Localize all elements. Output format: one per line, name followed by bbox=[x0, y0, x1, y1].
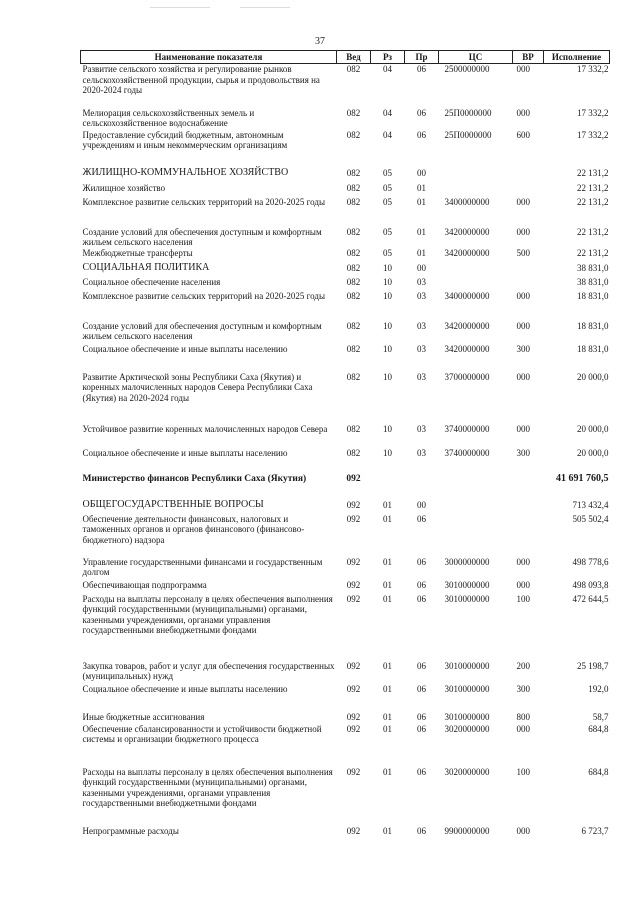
cell-cs: 3420000000 bbox=[444, 320, 490, 331]
cell-cs: 3010000000 bbox=[444, 593, 490, 604]
table-row bbox=[81, 826, 610, 840]
cell-cs: 3010000000 bbox=[444, 711, 490, 722]
cell-cs: 3740000000 bbox=[444, 447, 490, 458]
header-name: Наименование показателя bbox=[81, 51, 337, 64]
cell-rz: 01 bbox=[383, 723, 392, 734]
cell-ved: 092 bbox=[346, 766, 361, 777]
table-row bbox=[81, 223, 610, 248]
cell-pr: 01 bbox=[417, 182, 426, 193]
cell-rz: 10 bbox=[383, 423, 392, 434]
table-row bbox=[81, 514, 610, 554]
cell-name: Обеспечивающая подпрограмма bbox=[82, 579, 207, 590]
budget-table bbox=[80, 50, 610, 840]
cell-pr: 01 bbox=[417, 247, 426, 258]
cell-name: Социальное обеспечение и иные выплаты населению bbox=[82, 683, 288, 694]
cell-name: ЖИЛИЩНО-КОММУНАЛЬНОЕ ХОЗЯЙСТВО bbox=[82, 166, 289, 178]
cell-ved: 092 bbox=[346, 579, 361, 590]
cell-vr bbox=[513, 168, 544, 183]
cell-amt: 713 432,4 bbox=[572, 499, 609, 510]
cell-ved: 082 bbox=[346, 107, 361, 118]
cell-cs: 3400000000 bbox=[444, 196, 490, 207]
cell-rz: 10 bbox=[383, 343, 392, 354]
cell-ved: 092 bbox=[346, 660, 361, 671]
cell-rz bbox=[371, 474, 405, 500]
cell-vr bbox=[513, 500, 544, 514]
cell-ved: 082 bbox=[346, 290, 361, 301]
cell-ved: 082 bbox=[346, 343, 361, 354]
cell-vr: 300 bbox=[516, 343, 530, 354]
cell-name: Обеспечение деятельности финансовых, налоговых и таможенных органов и органов финансового (финансово-бюджетного) надзора bbox=[82, 513, 305, 545]
cell-amt: 505 502,4 bbox=[572, 513, 609, 524]
cell-amt: 17 332,2 bbox=[577, 107, 609, 118]
cell-pr: 06 bbox=[417, 107, 426, 118]
cell-name: ОБЩЕГОСУДАРСТВЕННЫЕ ВОПРОСЫ bbox=[82, 498, 264, 510]
cell-pr: 06 bbox=[417, 129, 426, 140]
cell-rz: 01 bbox=[383, 660, 392, 671]
cell-name: Устойчивое развитие коренных малочисленных народов Севера bbox=[82, 423, 328, 434]
cell-name: Предоставление субсидий бюджетным, автономным учреждениям и иным некоммерческим организациям bbox=[82, 129, 288, 150]
cell-amt: 498 093,8 bbox=[572, 579, 609, 590]
table-row bbox=[81, 263, 610, 277]
table-row bbox=[81, 183, 610, 197]
cell-vr: 300 bbox=[516, 683, 530, 694]
header-ved: Вед bbox=[337, 51, 371, 64]
cell-cs bbox=[439, 263, 513, 277]
cell-amt: 41 691 760,5 bbox=[556, 472, 609, 484]
cell-vr: 800 bbox=[516, 711, 530, 722]
table-row bbox=[81, 291, 610, 317]
cell-rz: 01 bbox=[383, 579, 392, 590]
cell-rz: 01 bbox=[383, 593, 392, 604]
cell-cs: 3010000000 bbox=[444, 683, 490, 694]
cell-rz: 05 bbox=[383, 182, 392, 193]
scan-mark bbox=[240, 7, 290, 8]
cell-amt: 17 332,2 bbox=[577, 64, 609, 74]
cell-name: Закупка товаров, работ и услуг для обеспечения государственных (муниципальных) нужд bbox=[82, 660, 335, 681]
cell-cs: 3010000000 bbox=[444, 660, 490, 671]
cell-amt: 25 198,7 bbox=[577, 660, 609, 671]
cell-rz: 10 bbox=[383, 447, 392, 458]
cell-name: Управление государственными финансами и государственным долгом bbox=[82, 556, 323, 577]
table-row bbox=[81, 764, 610, 826]
cell-amt: 684,8 bbox=[588, 766, 609, 777]
cell-vr bbox=[513, 514, 544, 554]
cell-name: Министерство финансов Республики Саха (Якутия) bbox=[82, 473, 307, 484]
cell-name: Межбюджетные трансферты bbox=[82, 247, 193, 258]
table-row bbox=[81, 368, 610, 420]
cell-rz: 04 bbox=[383, 107, 392, 118]
cell-rz: 01 bbox=[383, 683, 392, 694]
cell-cs: 3420000000 bbox=[444, 343, 490, 354]
cell-ved: 082 bbox=[346, 182, 361, 193]
cell-pr: 06 bbox=[417, 683, 426, 694]
table-row bbox=[81, 474, 610, 500]
cell-cs: 25П0000000 bbox=[444, 107, 492, 118]
table-header-row bbox=[81, 51, 610, 64]
cell-cs bbox=[439, 500, 513, 514]
cell-rz: 10 bbox=[383, 320, 392, 331]
cell-rz: 01 bbox=[383, 825, 392, 836]
cell-name: Комплексное развитие сельских территорий на 2020-2025 годы bbox=[82, 290, 326, 301]
table-row bbox=[81, 248, 610, 263]
cell-amt: 498 778,6 bbox=[572, 556, 609, 567]
header-vr: ВР bbox=[513, 51, 544, 64]
cell-cs: 3420000000 bbox=[444, 226, 490, 237]
header-rz: Рз bbox=[371, 51, 405, 64]
table-row bbox=[81, 658, 610, 684]
table-row bbox=[81, 724, 610, 764]
cell-rz: 10 bbox=[383, 276, 392, 287]
cell-pr: 03 bbox=[417, 423, 426, 434]
cell-name: Создание условий для обеспечения доступным и комфортным жильем сельского населения bbox=[82, 226, 322, 247]
cell-vr: 000 bbox=[516, 579, 530, 590]
cell-rz: 01 bbox=[383, 711, 392, 722]
cell-amt: 22 131,2 bbox=[577, 196, 609, 207]
cell-pr: 06 bbox=[417, 723, 426, 734]
cell-pr: 03 bbox=[417, 320, 426, 331]
header-cs: ЦС bbox=[439, 51, 513, 64]
cell-ved: 082 bbox=[346, 129, 361, 140]
cell-cs: 3020000000 bbox=[444, 723, 490, 734]
cell-amt: 17 332,2 bbox=[577, 129, 609, 140]
cell-name: Обеспечение сбалансированности и устойчивости бюджетной системы и организации бюджетного процесса bbox=[82, 723, 322, 744]
cell-ved: 092 bbox=[346, 473, 361, 484]
cell-cs: 3740000000 bbox=[444, 423, 490, 434]
cell-vr bbox=[513, 277, 544, 291]
cell-cs: 3020000000 bbox=[444, 766, 490, 777]
cell-vr: 500 bbox=[516, 247, 530, 258]
cell-amt: 22 131,2 bbox=[577, 226, 609, 237]
cell-rz: 10 bbox=[383, 290, 392, 301]
cell-pr: 01 bbox=[417, 196, 426, 207]
table-row bbox=[81, 317, 610, 342]
cell-vr: 200 bbox=[516, 660, 530, 671]
table-row bbox=[81, 130, 610, 168]
cell-amt: 38 831,0 bbox=[577, 262, 609, 273]
cell-rz: 01 bbox=[383, 513, 392, 524]
cell-amt: 22 131,2 bbox=[577, 182, 609, 193]
cell-cs: 3420000000 bbox=[444, 247, 490, 258]
cell-vr: 000 bbox=[516, 320, 530, 331]
cell-rz: 05 bbox=[383, 196, 392, 207]
cell-vr: 000 bbox=[516, 825, 530, 836]
table-row bbox=[81, 197, 610, 223]
cell-ved: 092 bbox=[346, 556, 361, 567]
cell-amt: 18 831,0 bbox=[577, 290, 609, 301]
page-number: 37 bbox=[315, 36, 325, 47]
cell-cs: 3000000000 bbox=[444, 556, 490, 567]
cell-amt: 22 131,2 bbox=[577, 167, 609, 178]
cell-cs: 9900000000 bbox=[444, 825, 490, 836]
table-row bbox=[81, 168, 610, 183]
cell-ved: 092 bbox=[346, 513, 361, 524]
cell-pr: 03 bbox=[417, 276, 426, 287]
table-row bbox=[81, 104, 610, 130]
cell-amt: 20 000,0 bbox=[577, 423, 609, 434]
cell-name: Жилищное хозяйство bbox=[82, 182, 166, 193]
cell-vr: 000 bbox=[516, 196, 530, 207]
cell-ved: 092 bbox=[346, 683, 361, 694]
cell-ved: 082 bbox=[346, 320, 361, 331]
cell-pr: 06 bbox=[417, 660, 426, 671]
table-row bbox=[81, 594, 610, 658]
cell-name: Непрограммные расходы bbox=[82, 825, 179, 836]
cell-name: Социальное обеспечение и иные выплаты населению bbox=[82, 343, 288, 354]
cell-amt: 38 831,0 bbox=[577, 276, 609, 287]
cell-cs: 3010000000 bbox=[444, 579, 490, 590]
cell-vr: 000 bbox=[516, 423, 530, 434]
cell-amt: 684,8 bbox=[588, 723, 609, 734]
cell-vr: 300 bbox=[516, 447, 530, 458]
cell-rz: 10 bbox=[383, 262, 392, 273]
cell-cs bbox=[439, 514, 513, 554]
cell-name: Создание условий для обеспечения доступным и комфортным жильем сельского населения bbox=[82, 320, 322, 341]
cell-rz: 05 bbox=[383, 167, 392, 178]
cell-vr: 000 bbox=[516, 290, 530, 301]
cell-vr: 000 bbox=[516, 226, 530, 237]
cell-rz: 10 bbox=[383, 371, 392, 382]
cell-pr: 06 bbox=[417, 766, 426, 777]
cell-name: Иные бюджетные ассигнования bbox=[82, 711, 205, 722]
cell-vr: 100 bbox=[516, 593, 530, 604]
cell-rz: 01 bbox=[383, 556, 392, 567]
table-row bbox=[81, 580, 610, 594]
cell-vr bbox=[513, 263, 544, 277]
cell-pr: 00 bbox=[417, 167, 426, 178]
cell-pr: 06 bbox=[417, 556, 426, 567]
cell-vr bbox=[513, 474, 544, 500]
cell-ved: 092 bbox=[346, 825, 361, 836]
cell-ved: 082 bbox=[346, 276, 361, 287]
table-row bbox=[81, 500, 610, 514]
table-row bbox=[81, 420, 610, 446]
cell-pr bbox=[405, 474, 439, 500]
cell-amt: 22 131,2 bbox=[577, 247, 609, 258]
cell-amt: 18 831,0 bbox=[577, 343, 609, 354]
cell-pr: 03 bbox=[417, 371, 426, 382]
cell-amt: 20 000,0 bbox=[577, 447, 609, 458]
cell-cs: 3700000000 bbox=[444, 371, 490, 382]
table-row bbox=[81, 684, 610, 710]
table-row bbox=[81, 64, 610, 104]
cell-ved: 092 bbox=[346, 499, 361, 510]
cell-ved: 082 bbox=[346, 371, 361, 382]
cell-name: Социальное обеспечение и иные выплаты населению bbox=[82, 447, 288, 458]
header-pr: Пр bbox=[405, 51, 439, 64]
cell-rz: 01 bbox=[383, 499, 392, 510]
cell-name: Развитие Арктической зоны Республики Саха (Якутия) и коренных малочисленных народов Севера Республики Саха (Якутия) на 2020-2024 годы bbox=[82, 371, 313, 403]
cell-pr: 00 bbox=[417, 262, 426, 273]
cell-amt: 20 000,0 bbox=[577, 371, 609, 382]
cell-vr: 000 bbox=[516, 723, 530, 734]
cell-name: Расходы на выплаты персоналу в целях обеспечения выполнения функций государственными (муниципальными) органами, казенными учреждениями, органами управления государственными внебюджетными фондами bbox=[82, 766, 333, 808]
cell-name: Комплексное развитие сельских территорий на 2020-2025 годы bbox=[82, 196, 326, 207]
cell-pr: 03 bbox=[417, 343, 426, 354]
cell-ved: 092 bbox=[346, 593, 361, 604]
cell-ved: 082 bbox=[346, 423, 361, 434]
cell-ved: 082 bbox=[346, 226, 361, 237]
cell-rz: 01 bbox=[383, 766, 392, 777]
cell-ved: 082 bbox=[346, 447, 361, 458]
cell-pr: 06 bbox=[417, 593, 426, 604]
table-row bbox=[81, 277, 610, 291]
cell-name: Мелиорация сельскохозяйственных земель и сельскохозяйственное водоснабжение bbox=[82, 107, 255, 128]
cell-ved: 082 bbox=[346, 196, 361, 207]
cell-ved: 082 bbox=[346, 64, 361, 74]
cell-rz: 05 bbox=[383, 226, 392, 237]
cell-cs: 3400000000 bbox=[444, 290, 490, 301]
cell-name: Развитие сельского хозяйства и регулирование рынков сельскохозяйственной продукции, сырья и продовольствия на 2020-2024 годы bbox=[82, 64, 320, 95]
cell-name: Расходы на выплаты персоналу в целях обеспечения выполнения функций государственными (муниципальными) органами, казенными учреждениями, органами управления государственными внебюджетными фондами bbox=[82, 593, 333, 635]
table-row bbox=[81, 554, 610, 580]
cell-vr: 100 bbox=[516, 766, 530, 777]
table-row bbox=[81, 446, 610, 474]
cell-pr: 06 bbox=[417, 513, 426, 524]
cell-cs bbox=[439, 183, 513, 197]
table-row bbox=[81, 342, 610, 368]
cell-amt: 6 723,7 bbox=[581, 825, 609, 836]
cell-ved: 082 bbox=[346, 247, 361, 258]
cell-rz: 04 bbox=[383, 64, 392, 74]
cell-name: Социальное обеспечение населения bbox=[82, 276, 221, 287]
cell-vr bbox=[513, 183, 544, 197]
cell-vr: 000 bbox=[516, 107, 530, 118]
cell-ved: 082 bbox=[346, 262, 361, 273]
cell-pr: 03 bbox=[417, 290, 426, 301]
cell-name: СОЦИАЛЬНАЯ ПОЛИТИКА bbox=[82, 261, 210, 273]
cell-pr: 01 bbox=[417, 226, 426, 237]
cell-pr: 06 bbox=[417, 64, 426, 74]
cell-amt: 472 644,5 bbox=[572, 593, 609, 604]
table-row bbox=[81, 710, 610, 724]
table-body bbox=[81, 64, 610, 840]
cell-cs bbox=[439, 168, 513, 183]
cell-pr: 06 bbox=[417, 579, 426, 590]
cell-rz: 05 bbox=[383, 247, 392, 258]
cell-vr: 000 bbox=[516, 371, 530, 382]
header-amount: Исполнение bbox=[544, 51, 610, 64]
cell-amt: 58,7 bbox=[592, 711, 609, 722]
cell-pr: 00 bbox=[417, 499, 426, 510]
cell-pr: 06 bbox=[417, 711, 426, 722]
cell-pr: 03 bbox=[417, 447, 426, 458]
cell-ved: 092 bbox=[346, 711, 361, 722]
cell-vr: 600 bbox=[516, 129, 530, 140]
cell-cs bbox=[439, 277, 513, 291]
cell-cs bbox=[439, 474, 513, 500]
cell-pr: 06 bbox=[417, 825, 426, 836]
cell-cs: 25П0000000 bbox=[444, 129, 492, 140]
cell-vr: 000 bbox=[516, 556, 530, 567]
cell-rz: 04 bbox=[383, 129, 392, 140]
cell-amt: 18 831,0 bbox=[577, 320, 609, 331]
cell-ved: 092 bbox=[346, 723, 361, 734]
cell-ved: 082 bbox=[346, 167, 361, 178]
cell-amt: 192,0 bbox=[588, 683, 609, 694]
cell-vr: 000 bbox=[516, 64, 530, 74]
cell-cs: 2500000000 bbox=[444, 64, 490, 74]
scan-mark bbox=[150, 7, 210, 8]
